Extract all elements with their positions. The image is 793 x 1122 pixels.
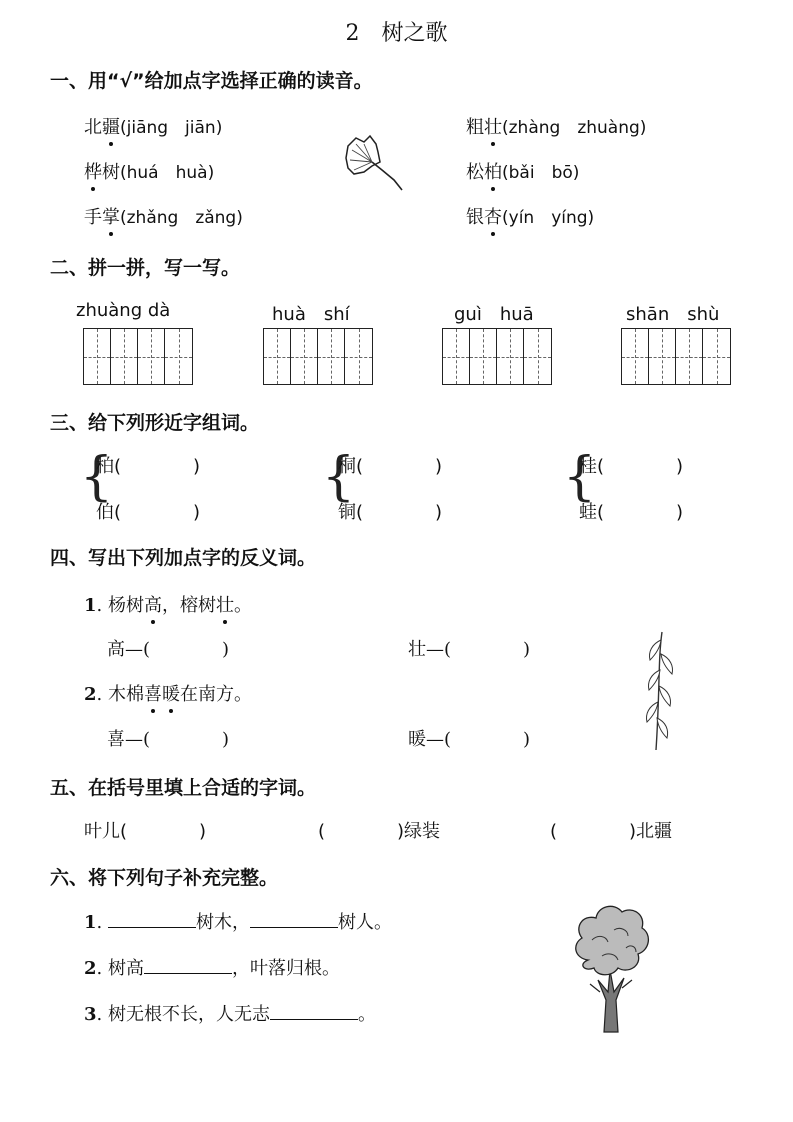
writing-grid-3[interactable] <box>442 328 552 385</box>
s1-item-5: 松柏(bǎi bō) <box>466 158 579 184</box>
s4-q1-answer-2: 壮—( ) <box>408 639 531 660</box>
section-4-heading: 四、写出下列加点字的反义词。 <box>50 547 317 569</box>
section-3-heading: 三、给下列形近字组词。 <box>50 412 260 434</box>
fill-blank[interactable] <box>250 911 338 928</box>
s3-pair-3-bottom: 蛙( ) <box>579 502 684 523</box>
fill-blank[interactable] <box>108 911 196 928</box>
s1-item-3: 手掌(zhǎng zǎng) <box>84 203 243 229</box>
s4-q2-answer-2: 暖—( ) <box>408 729 531 750</box>
s3-pair-2-bottom: 铜( ) <box>338 502 443 523</box>
ginkgo-leaf-icon <box>342 132 406 194</box>
brace-1: { <box>80 447 114 507</box>
section-1-heading: 一、用“√”给加点字选择正确的读音。 <box>50 70 373 92</box>
s2-pinyin-3: guì huā <box>454 304 534 325</box>
tree-icon <box>568 900 654 1034</box>
s4-question-2: 2. 木棉喜暖在南方。 <box>84 680 252 706</box>
s5-item-2: ( )绿装 <box>318 821 441 842</box>
s2-pinyin-1: zhuàng dà <box>76 300 171 321</box>
brace-3: { <box>563 447 597 507</box>
willow-branch-icon <box>640 630 680 752</box>
brace-2: { <box>322 447 356 507</box>
s4-question-1: 1. 杨树高，榕树壮。 <box>84 591 252 617</box>
section-5-heading: 五、在括号里填上合适的字词。 <box>50 777 317 799</box>
s6-question-1: 1. 树木， 树人。 <box>84 912 392 933</box>
s5-item-1: 叶儿( ) <box>84 821 207 842</box>
page-title <box>0 16 793 47</box>
fill-blank[interactable] <box>270 1003 358 1020</box>
fill-blank[interactable] <box>144 957 232 974</box>
s3-pair-3-top: 桂( ) <box>579 456 684 477</box>
writing-grid-2[interactable] <box>263 328 373 385</box>
s1-item-6: 银杏(yín yíng) <box>466 203 594 229</box>
writing-grid-4[interactable] <box>621 328 731 385</box>
s2-pinyin-2: huà shí <box>272 304 350 325</box>
s2-pinyin-4: shān shù <box>626 304 720 325</box>
section-2-heading: 二、拼一拼，写一写。 <box>50 257 241 279</box>
section-6-heading: 六、将下列句子补充完整。 <box>50 867 279 889</box>
s4-q2-answer-1: 喜—( ) <box>107 729 230 750</box>
lesson-number: 2 <box>345 21 360 46</box>
s1-item-2: 桦树(huá huà) <box>84 158 214 184</box>
s6-question-3: 3. 树无根不长，人无志 。 <box>84 1004 376 1025</box>
s3-pair-1-bottom: 伯( ) <box>96 502 201 523</box>
s1-item-4: 粗壮(zhàng zhuàng) <box>466 113 646 139</box>
lesson-title: 树之歌 <box>381 21 448 46</box>
s6-question-2: 2. 树高 ，叶落归根。 <box>84 958 340 979</box>
s4-q1-answer-1: 高—( ) <box>107 639 230 660</box>
s1-item-1: 北疆(jiāng jiān) <box>84 113 222 139</box>
s3-pair-2-top: 桐( ) <box>338 456 443 477</box>
s3-pair-1-top: 柏( ) <box>96 456 201 477</box>
writing-grid-1[interactable] <box>83 328 193 385</box>
s5-item-3: ( )北疆 <box>550 821 673 842</box>
